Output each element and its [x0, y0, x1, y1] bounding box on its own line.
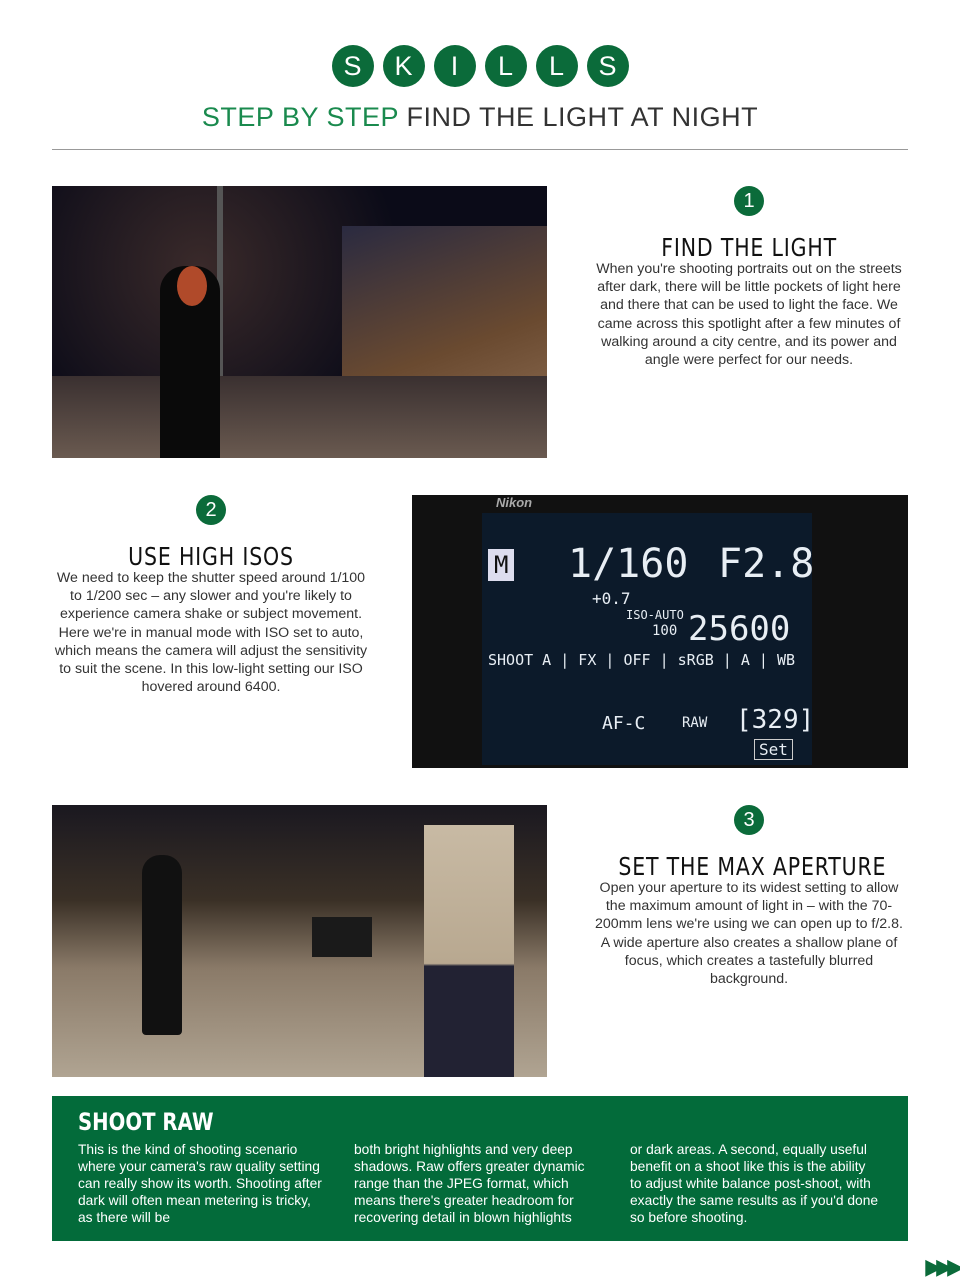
lcd-screen: [482, 513, 815, 765]
set-button: Set: [754, 739, 793, 760]
skills-letter: S: [587, 45, 629, 87]
exposure-comp: +0.7: [592, 589, 631, 608]
step-heading: USE HIGH ISOS: [128, 542, 294, 571]
skills-badge: [0, 45, 960, 87]
boxout-column: This is the kind of shooting scenario where your camera's raw quality setting can really show its worth. Shooting after dark will often mean metering is tricky, as there will be: [78, 1142, 322, 1225]
photo-photographer-and-model: [52, 805, 547, 1077]
divider: [52, 149, 908, 150]
step-heading: FIND THE LIGHT: [661, 233, 837, 262]
step-number: 1: [734, 186, 764, 216]
boxout-column: both bright highlights and very deep shadows. Raw offers greater dynamic range than the JPEG format, which means there's greater headroom for recovering detail in blown highlights: [354, 1142, 585, 1225]
skills-letter: L: [536, 45, 578, 87]
iso: 25600: [688, 609, 791, 649]
title-rest: FIND THE LIGHT AT NIGHT: [406, 102, 759, 132]
skills-letter: I: [434, 45, 476, 87]
step-3: [589, 805, 909, 988]
focus-mode: AF-C: [602, 713, 646, 734]
page-title: [0, 102, 960, 133]
next-page-arrows-icon: ▶▶▶: [925, 1254, 958, 1279]
title-highlight: STEP BY STEP: [201, 102, 399, 132]
quality: RAW: [682, 715, 708, 731]
boxout-heading: SHOOT RAW: [78, 1108, 214, 1136]
step-body: When you're shooting portraits out on the streets after dark, there will be little pockets of light here and there that can be used to light the face. We came across this spotlight after a few minutes of walking around a city centre, and its power and angle were perfect for our needs.: [596, 261, 902, 369]
shots-remaining: [329]: [736, 705, 815, 735]
mode: M: [488, 549, 514, 581]
step-2: [52, 495, 370, 696]
settings-row: SHOOT A | FX | OFF | sRGB | A | WB: [488, 651, 796, 669]
step-body: We need to keep the shutter speed around 1/100 to 1/200 sec – any slower and you're likely to experience camera shake or subject movement. Here we're in manual mode with ISO set to auto, which means the camera will adjust the sensitivity to suit the scene. In this low-light setting our ISO hovered around 6400.: [54, 570, 368, 696]
camera-brand: Nikon: [496, 495, 533, 510]
camera-lcd-photo: [412, 495, 908, 768]
aperture: F2.8: [718, 541, 815, 587]
step-number: 2: [196, 495, 226, 525]
skills-letter: K: [383, 45, 425, 87]
skills-letter: S: [332, 45, 374, 87]
shutter: 1/160: [568, 541, 689, 587]
step-body: Open your aperture to its widest setting to allow the maximum amount of light in – with the 70-200mm lens we're using we can open up to f/2.8. A wide aperture also creates a shallow plane of focus, which creates a tastefully blurred background.: [595, 880, 903, 988]
step-1: [589, 186, 909, 369]
photo-woman-under-spotlight: [52, 186, 547, 458]
iso-label: ISO-AUTO: [626, 608, 684, 622]
boxout-column: or dark areas. A second, equally useful benefit on a shoot like this is the ability to adjust white balance post-shoot, with exactly the same results as if you'd done so before shooting.: [630, 1142, 879, 1225]
boxout-shoot-raw: [52, 1096, 908, 1241]
skills-letter: L: [485, 45, 527, 87]
iso-base: 100: [652, 623, 678, 639]
step-number: 3: [734, 805, 764, 835]
step-heading: SET THE MAX APERTURE: [618, 852, 887, 881]
